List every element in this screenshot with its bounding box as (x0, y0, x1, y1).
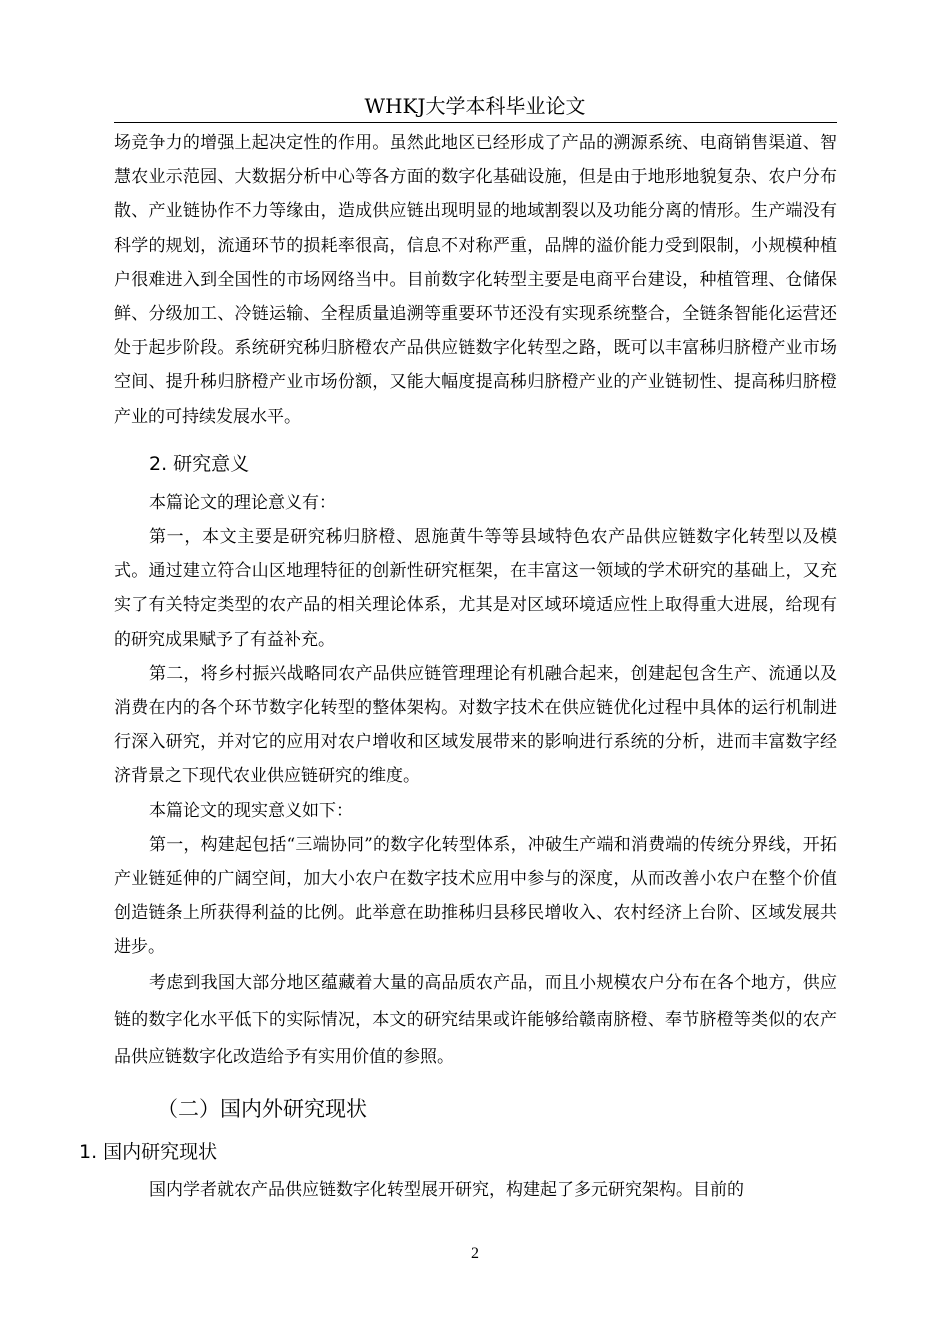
paragraph-domestic-start: 国内学者就农产品供应链数字化转型展开研究，构建起了多元研究架构。目前的 (149, 1179, 744, 1200)
paragraph-practical-consider: 考虑到我国大部分地区蕴藏着大量的高品质农产品，而且小规模农户分布在各个地方，供应链的数字化水平低下的实际情况，本文的研究结果或许能够给赣南脐橙、奉节脐橙等类似的农产品供应链数字化改造给予有实用价值的参照。 (114, 972, 837, 1067)
paragraph-theory-first: 第一，本文主要是研究秭归脐橙、恩施黄牛等等县域特色农产品供应链数字化转型以及模式。通过建立符合山区地理特征的创新性研究框架，在丰富这一领域的学术研究的基础上，又充实了有关特定类型的农产品的相关理论体系，尤其是对区域环境适应性上取得重大进展，给现有的研究成果赋予了有益补充。 (114, 527, 837, 650)
running-header-title: WHKJ大学本科毕业论文 (364, 94, 586, 118)
paragraph-continuation: 场竞争力的增强上起决定性的作用。虽然此地区已经形成了产品的溯源系统、电商销售渠道、智慧农业示范园、大数据分析中心等各方面的数字化基础设施，但是由于地形地貌复杂、农户分布散、产业链协作不力等缘由，造成供应链出现明显的地域割裂以及功能分离的情形。生产端没有科学的规划，流通环节的损耗率很高，信息不对称严重，品牌的溢价能力受到限制，小规模种植户很难进入到全国性的市场网络当中。目前数字化转型主要是电商平台建设，种植管理、仓储保鲜、分级加工、冷链运输、全程质量追溯等重要环节还没有实现系统整合，全链条智能化运营还处于起步阶段。系统研究秭归脐橙农产品供应链数字化转型之路，既可以丰富秭归脐橙产业市场空间、提升秭归脐橙产业市场份额，又能大幅度提高秭归脐橙产业的产业链韧性、提高秭归脐橙产业的可持续发展水平。 (114, 133, 837, 427)
paragraph-practical-first: 第一，构建起包括“三端协同”的数字化转型体系，冲破生产端和消费端的传统分界线，开拓产业链延伸的广阔空间，加大小农户在数字技术应用中参与的深度，从而改善小农户在整个价值创造链条上所获得利益的比例。此举意在助推秭归县移民增收入、农村经济上台阶、区域发展共进步。 (114, 834, 837, 958)
paragraph-practical-intro: 本篇论文的现实意义如下： (149, 800, 353, 821)
section-heading-research-status: （二）国内外研究现状 (157, 1096, 367, 1121)
header-rule (114, 122, 837, 123)
body-text (79, 126, 837, 1207)
paragraph-theory-second: 第二，将乡村振兴战略同农产品供应链管理理论有机融合起来，创建起包含生产、流通以及消费在内的各个环节数字化转型的整体架构。对数字技术在供应链优化过程中具体的运行机制进行深入研究，并对它的应用对农户增收和区域发展带来的影响进行系统的分析，进而丰富数字经济背景之下现代农业供应链研究的维度。 (114, 663, 837, 787)
heading-research-significance: 2. 研究意义 (149, 452, 250, 475)
page-number: 2 (471, 1245, 479, 1262)
paragraph-theory-intro: 本篇论文的理论意义有： (149, 492, 336, 513)
subheading-domestic-status: 1. 国内研究现状 (79, 1140, 218, 1163)
